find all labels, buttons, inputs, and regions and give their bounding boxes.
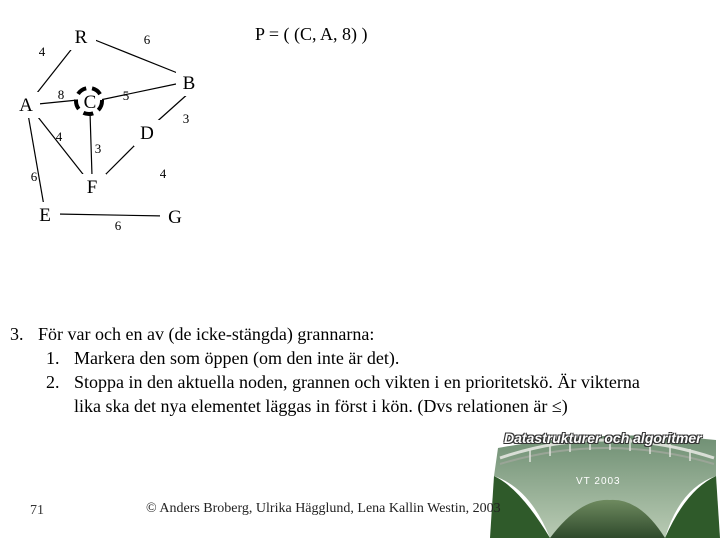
weight-r-a: 4	[38, 44, 46, 59]
priority-queue-text: P = ( (C, A, 8) )	[255, 24, 368, 44]
course-term: VT 2003	[576, 476, 621, 487]
weight-r-b: 6	[143, 32, 151, 47]
substep-1-text: Markera den som öppen (om den inte är det).	[74, 348, 400, 368]
weight-c-b: 5	[122, 88, 130, 103]
substep-1-number: 1.	[46, 348, 60, 368]
copyright-notice: © Anders Broberg, Ulrika Hägglund, Lena Kallin Westin, 2003	[146, 501, 501, 516]
edge-c-f	[90, 112, 92, 176]
edge-a-e	[28, 114, 44, 206]
node-r: R	[74, 27, 88, 48]
weight-c-f: 3	[94, 141, 102, 156]
course-title: Datastrukturer och algoritmer	[504, 430, 702, 446]
page-number: 71	[30, 503, 44, 518]
step-number: 3.	[10, 324, 24, 344]
weight-a-c: 8	[57, 87, 65, 102]
weight-a-f: 4	[55, 129, 63, 144]
edge-a-f	[34, 112, 86, 178]
weight-b-d: 3	[182, 111, 190, 126]
node-b: B	[182, 73, 196, 94]
substep-2-number: 2.	[46, 372, 60, 392]
node-c: C	[83, 92, 97, 113]
weight-d-f: 4	[159, 166, 167, 181]
substep-2-line-1: Stoppa in den aktuella noden, grannen och vikten i en prioritetskö. Är vikterna	[74, 372, 640, 392]
edge-e-g	[56, 214, 166, 216]
node-g: G	[168, 207, 182, 228]
node-a: A	[19, 95, 33, 116]
weight-a-e: 6	[30, 169, 38, 184]
edge-r-b	[90, 38, 180, 74]
step-intro: För var och en av (de icke-stängda) grannarna:	[38, 324, 375, 344]
node-e: E	[39, 205, 51, 226]
node-f: F	[86, 177, 98, 198]
weight-e-g: 6	[114, 218, 122, 233]
substep-2-line-2: lika ska det nya elementet läggas in först i kön. (Dvs relationen är ≤)	[74, 396, 568, 416]
node-d: D	[140, 123, 154, 144]
edge-c-b	[100, 84, 176, 100]
